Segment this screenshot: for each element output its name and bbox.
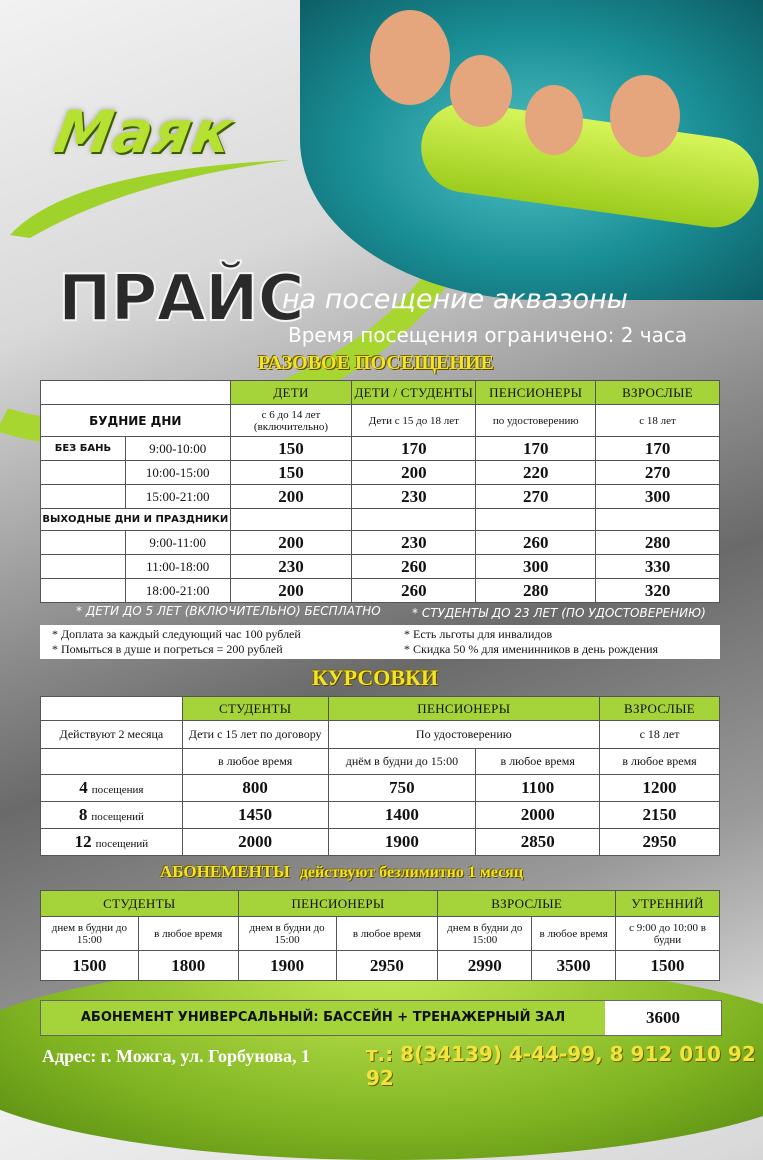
single-visit-heading: РАЗОВОЕ ПОСЕЩЕНИЕ bbox=[258, 352, 494, 374]
table-row: 18:00-21:00 200 260 280 320 bbox=[41, 579, 720, 603]
extra-notes bbox=[40, 625, 720, 659]
note-birthday: * Скидка 50 % для именинников в день рождения bbox=[404, 642, 659, 656]
children-age-note: с 6 до 14 лет (включительно) bbox=[230, 405, 352, 437]
col-adults: ВЗРОСЛЫЕ bbox=[596, 381, 720, 405]
course-col-pensioners: ПЕНСИОНЕРЫ bbox=[328, 697, 600, 721]
table-row: 11:00-18:00 230 260 300 330 bbox=[41, 555, 720, 579]
pensioners-note: по удостоверению bbox=[476, 405, 596, 437]
sub-col-students: СТУДЕНТЫ bbox=[41, 891, 239, 917]
course-col-students: СТУДЕНТЫ bbox=[182, 697, 328, 721]
subscriptions-heading: АБОНЕМЕНТЫ действуют безлимитно 1 месяц bbox=[160, 862, 524, 881]
phone: т.: 8(34139) 4-44-99, 8 912 010 92 92 bbox=[366, 1042, 756, 1090]
address: Адрес: г. Можга, ул. Горбунова, 1 bbox=[42, 1046, 310, 1066]
subscriptions-table: СТУДЕНТЫ ПЕНСИОНЕРЫ ВЗРОСЛЫЕ УТРЕННИЙ днем в будни до 15:00 в любое время днем в будни до 15:00 в любое время днем в будни до 15:00 в любое время с 9:00 до 10:00 в будни 1500 1800 1900 2950 2990 3500 1500 bbox=[40, 890, 720, 981]
universal-price: 3600 bbox=[646, 1008, 680, 1027]
price-title: ПРАЙС bbox=[58, 262, 304, 336]
col-children: ДЕТИ bbox=[230, 381, 352, 405]
person-1 bbox=[370, 10, 450, 105]
course-col-adults: ВЗРОСЛЫЕ bbox=[600, 697, 720, 721]
universal-subscription bbox=[40, 1000, 722, 1036]
table-row: 4 посещения 800 750 1100 1200 bbox=[41, 775, 720, 802]
note-shower: * Помыться в душе и погреться = 200 рублей bbox=[52, 642, 283, 656]
table-row: 9:00-11:00 200 230 260 280 bbox=[41, 531, 720, 555]
person-4 bbox=[610, 75, 680, 157]
students-age-note: Дети с 15 до 18 лет bbox=[352, 405, 476, 437]
table-row: 8 посещений 1450 1400 2000 2150 bbox=[41, 802, 720, 829]
weekdays-label: БУДНИЕ ДНИ bbox=[41, 405, 231, 437]
col-children-students: ДЕТИ / СТУДЕНТЫ bbox=[352, 381, 476, 405]
sub-col-pensioners: ПЕНСИОНЕРЫ bbox=[238, 891, 438, 917]
sub-col-morning: УТРЕННИЙ bbox=[616, 891, 720, 917]
free-children-note: * ДЕТИ ДО 5 ЛЕТ (ВКЛЮЧИТЕЛЬНО) БЕСПЛАТНО bbox=[76, 604, 381, 618]
table-row: 12 посещений 2000 1900 2850 2950 bbox=[41, 829, 720, 856]
time-limit-note: Время посещения ограничено: 2 часа bbox=[288, 323, 688, 347]
students-age-limit-note: * СТУДЕНТЫ ДО 23 ЛЕТ (ПО УДОСТОВЕРЕНИЮ) bbox=[412, 606, 706, 620]
weekend-label: ВЫХОДНЫЕ ДНИ И ПРАЗДНИКИ bbox=[41, 509, 231, 531]
table-row: 1500 1800 1900 2950 2990 3500 1500 bbox=[41, 951, 720, 981]
adults-age-note: с 18 лет bbox=[596, 405, 720, 437]
universal-label: АБОНЕМЕНТ УНИВЕРСАЛЬНЫЙ: БАССЕЙН + ТРЕНАЖЕРНЫЙ ЗАЛ bbox=[41, 1001, 605, 1035]
table-row: БЕЗ БАНЬ 9:00-10:00 150 170 170 170 bbox=[41, 437, 720, 461]
brand-logo: Маяк bbox=[49, 98, 239, 166]
single-visit-table bbox=[40, 380, 720, 603]
courses-heading: КУРСОВКИ bbox=[312, 665, 439, 690]
courses-table: СТУДЕНТЫ ПЕНСИОНЕРЫ ВЗРОСЛЫЕ Действуют 2 месяца Дети с 15 лет по договору По удостоверению с 18 лет в любое время днём в будни до 15:00 в любое время в любое время 4 посещения 800 750 1100 1200 8 посещений 1450 1400 2000 2150 12 посещений 2000 1900 2850 2950 bbox=[40, 696, 720, 856]
note-extra-hour: * Доплата за каждый следующий час 100 рублей bbox=[52, 627, 301, 641]
price-subtitle: на посещение аквазоны bbox=[282, 284, 629, 315]
no-bath-label: БЕЗ БАНЬ bbox=[41, 437, 126, 461]
note-disabled: * Есть льготы для инвалидов bbox=[404, 627, 553, 641]
table-row: 15:00-21:00 200 230 270 300 bbox=[41, 485, 720, 509]
sub-col-adults: ВЗРОСЛЫЕ bbox=[438, 891, 616, 917]
table-row: 10:00-15:00 150 200 220 270 bbox=[41, 461, 720, 485]
person-2 bbox=[450, 55, 512, 127]
course-validity: Действуют 2 месяца bbox=[41, 721, 183, 749]
person-3 bbox=[525, 85, 583, 155]
col-pensioners: ПЕНСИОНЕРЫ bbox=[476, 381, 596, 405]
